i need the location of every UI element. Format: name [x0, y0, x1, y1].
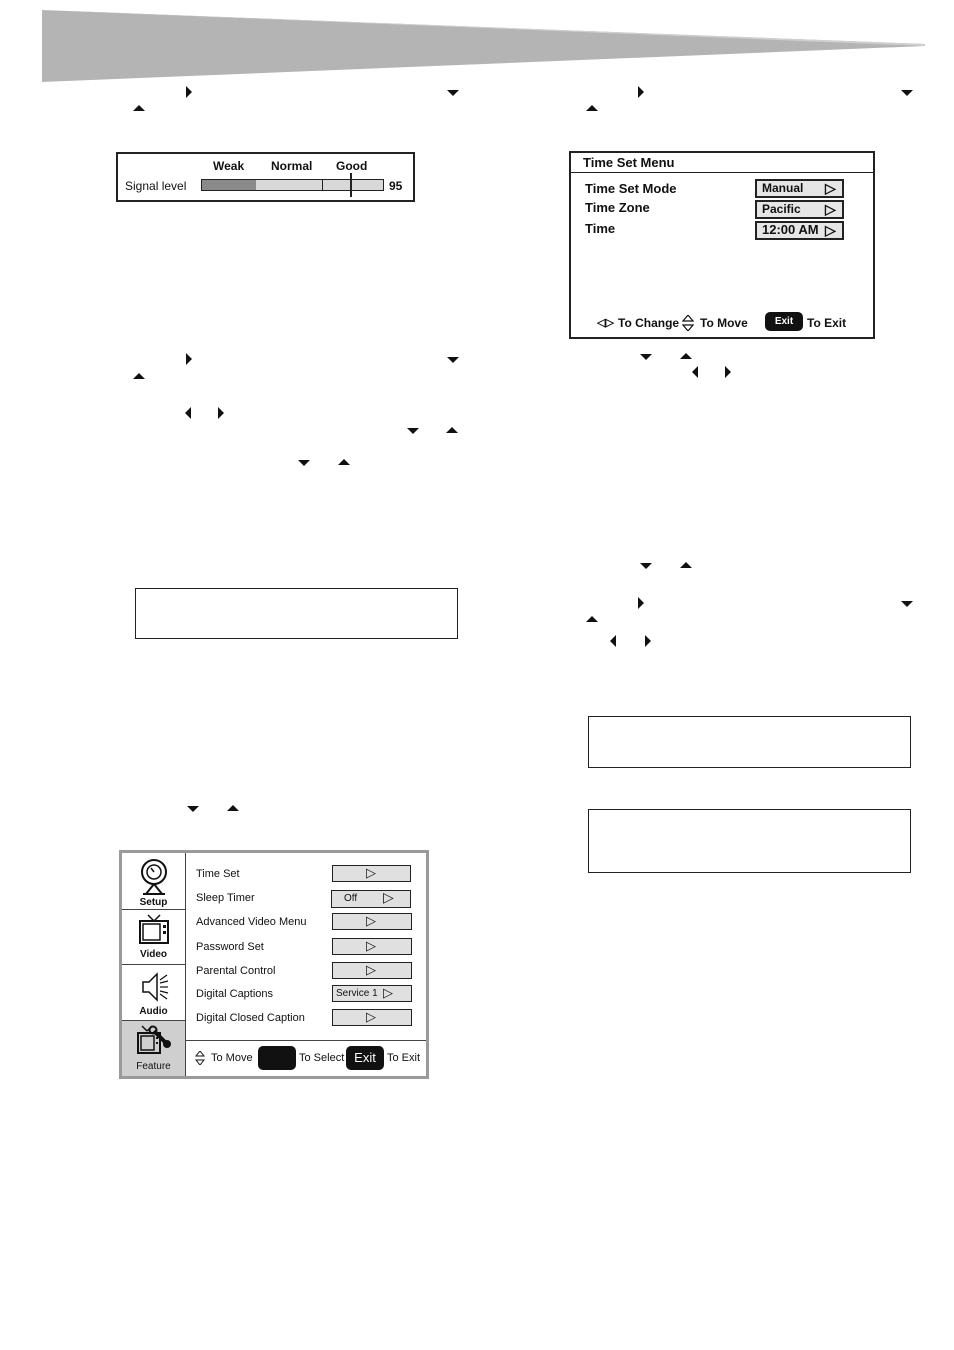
left-arrow-icon: [610, 635, 616, 647]
signal-bar-divider: [322, 180, 323, 190]
time-zone-label: Time Zone: [585, 200, 650, 215]
down-arrow-icon: [901, 90, 913, 96]
play-triangle-icon: ▷: [366, 962, 376, 977]
play-triangle-icon: ▷: [825, 222, 836, 238]
digital-captions-value: Service 1: [336, 988, 378, 999]
feature-menu: [119, 850, 429, 1079]
tv-icon: [138, 914, 170, 946]
signal-bar-fill: [202, 180, 256, 190]
signal-bar: [201, 179, 384, 191]
up-arrow-icon: [446, 427, 458, 433]
right-arrow-icon: [186, 353, 192, 365]
signal-meter: [116, 152, 415, 202]
tab-setup[interactable]: [122, 853, 185, 910]
footer-move-text: To Move: [700, 316, 748, 330]
right-arrow-icon: [638, 86, 644, 98]
digital-captions-field[interactable]: [332, 985, 412, 1002]
menu-item-sleep-timer[interactable]: Sleep Timer: [196, 892, 255, 904]
up-arrow-icon: [586, 616, 598, 622]
time-set-menu: [569, 151, 875, 339]
note-box: [135, 588, 458, 639]
time-field[interactable]: [755, 221, 844, 240]
menu-item-time-set[interactable]: Time Set: [196, 868, 240, 880]
time-set-menu-title: Time Set Menu: [583, 155, 675, 170]
footer-change-text: To Change: [618, 316, 680, 330]
play-triangle-icon: ▷: [366, 913, 376, 928]
up-arrow-icon: [680, 562, 692, 568]
right-arrow-icon: [218, 407, 224, 419]
tab-setup-label: Setup: [139, 897, 168, 908]
up-arrow-icon: [227, 805, 239, 811]
play-triangle-icon: ▷: [366, 938, 376, 953]
signal-level-weak: Weak: [213, 159, 245, 173]
signal-level-label: Signal level: [125, 179, 187, 193]
time-value: 12:00 AM: [762, 222, 819, 237]
down-arrow-icon: [640, 563, 652, 569]
down-arrow-icon: [901, 601, 913, 607]
play-triangle-icon: ▷: [825, 201, 836, 217]
menu-item-digital-captions[interactable]: Digital Captions: [196, 988, 274, 1000]
signal-bar-marker: [350, 173, 352, 197]
speaker-icon: [139, 971, 169, 1003]
tab-feature[interactable]: [122, 1021, 185, 1076]
footer-move-text: To Move: [211, 1052, 253, 1064]
down-arrow-icon: [407, 428, 419, 434]
play-triangle-icon: ▷: [825, 180, 836, 196]
time-set-field[interactable]: [332, 865, 411, 882]
header-band: [0, 0, 954, 90]
up-arrow-icon: [680, 353, 692, 359]
down-arrow-icon: [640, 354, 652, 360]
left-arrow-icon: [185, 407, 191, 419]
time-label: Time: [585, 221, 616, 236]
sleep-timer-field[interactable]: [331, 890, 411, 908]
tab-audio-label: Audio: [139, 1006, 168, 1017]
play-triangle-icon: ▷: [366, 865, 376, 880]
up-arrow-icon: [338, 459, 350, 465]
signal-value: 95: [389, 179, 403, 193]
down-arrow-icon: [447, 90, 459, 96]
footer-select-text: To Select: [299, 1052, 345, 1064]
menu-item-parental-control[interactable]: Parental Control: [196, 965, 276, 977]
up-arrow-icon: [586, 105, 598, 111]
tab-audio[interactable]: [122, 965, 185, 1021]
signal-level-normal: Normal: [271, 159, 313, 173]
right-arrow-icon: [186, 86, 192, 98]
down-arrow-icon: [447, 357, 459, 363]
footer-exit-text: To Exit: [807, 316, 847, 330]
up-arrow-icon: [133, 373, 145, 379]
parental-control-field[interactable]: [332, 962, 412, 979]
tab-video[interactable]: [122, 910, 185, 965]
up-down-icon: [682, 315, 694, 331]
play-triangle-icon: ▷: [366, 1009, 376, 1024]
up-arrow-icon: [133, 105, 145, 111]
satellite-dish-icon: [139, 858, 169, 896]
time-zone-value: Pacific: [762, 202, 801, 216]
up-down-icon: [195, 1051, 205, 1065]
advanced-video-field[interactable]: [332, 913, 412, 930]
exit-key-icon: Exit: [346, 1046, 384, 1070]
password-set-field[interactable]: [332, 938, 412, 955]
note-box: [588, 716, 911, 768]
title-divider: [571, 172, 873, 173]
tv-wrench-icon: [136, 1025, 172, 1059]
time-zone-field[interactable]: [755, 200, 844, 219]
select-key-icon: [258, 1046, 296, 1070]
time-set-mode-label: Time Set Mode: [585, 181, 677, 196]
play-triangle-icon: ▷: [383, 985, 393, 1000]
footer-exit-text: To Exit: [387, 1052, 421, 1064]
right-arrow-icon: [645, 635, 651, 647]
sleep-timer-value: Off: [344, 893, 358, 904]
time-set-mode-value: Manual: [762, 181, 804, 195]
menu-item-advanced-video[interactable]: Advanced Video Menu: [196, 916, 307, 928]
right-arrow-icon: [725, 366, 731, 378]
right-arrow-icon: [638, 597, 644, 609]
left-arrow-icon: [692, 366, 698, 378]
note-box: [588, 809, 911, 873]
menu-footer-divider: [185, 1040, 426, 1041]
menu-item-digital-closed-caption[interactable]: Digital Closed Caption: [196, 1012, 305, 1024]
menu-item-password-set[interactable]: Password Set: [196, 941, 264, 953]
exit-key-icon: Exit: [765, 312, 803, 331]
left-right-icon: ◁▷: [597, 317, 614, 329]
play-triangle-icon: ▷: [383, 889, 394, 905]
down-arrow-icon: [298, 460, 310, 466]
down-arrow-icon: [187, 806, 199, 812]
signal-level-good: Good: [336, 159, 368, 173]
time-set-mode-field[interactable]: [755, 179, 844, 198]
tab-feature-label: Feature: [136, 1061, 171, 1072]
digital-closed-caption-field[interactable]: [332, 1009, 412, 1026]
tab-video-label: Video: [139, 949, 168, 960]
